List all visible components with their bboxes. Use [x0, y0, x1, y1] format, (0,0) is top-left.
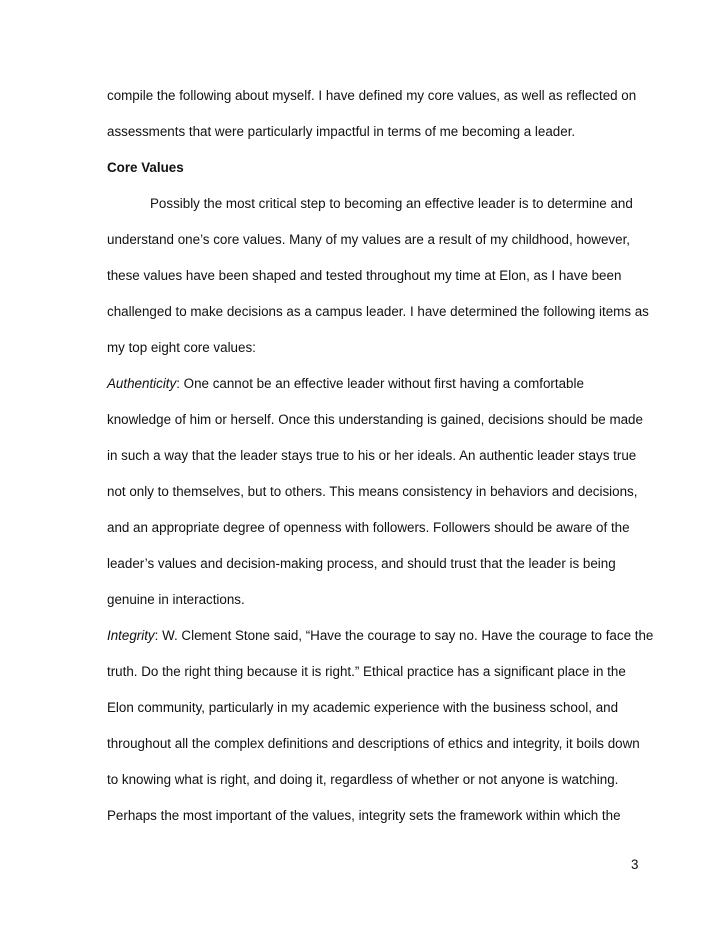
paragraph-line: genuine in interactions. — [107, 592, 245, 607]
term-integrity: Integrity — [107, 628, 155, 643]
paragraph-line: knowledge of him or herself. Once this understanding is gained, decisions should be made — [107, 412, 643, 427]
paragraph-line: truth. Do the right thing because it is right.” Ethical practice has a significant place in the — [107, 664, 626, 679]
paragraph-line: leader’s values and decision-making process, and should trust that the leader is being — [107, 556, 616, 571]
section-heading-core-values: Core Values — [107, 160, 184, 175]
paragraph-line: in such a way that the leader stays true to his or her ideals. An authentic leader stays true — [107, 448, 637, 463]
definition-text: : One cannot be an effective leader without first having a comfortable — [176, 376, 584, 391]
paragraph-line: Elon community, particularly in my academic experience with the business school, and — [107, 700, 619, 715]
paragraph-line: and an appropriate degree of openness with followers. Followers should be aware of the — [107, 520, 630, 535]
paragraph-line: assessments that were particularly impactful in terms of me becoming a leader. — [107, 124, 576, 139]
paragraph-line: Possibly the most critical step to becoming an effective leader is to determine and — [150, 196, 633, 211]
paragraph-line: challenged to make decisions as a campus leader. I have determined the following items as — [107, 304, 649, 319]
paragraph-line-integrity — [107, 627, 654, 645]
paragraph-line: throughout all the complex definitions and descriptions of ethics and integrity, it boils down — [107, 736, 640, 751]
definition-text: : W. Clement Stone said, “Have the courage to say no. Have the courage to face the — [154, 628, 654, 643]
paragraph-line: understand one’s core values. Many of my values are a result of my childhood, however, — [107, 232, 631, 247]
paragraph-line: my top eight core values: — [107, 340, 256, 355]
page-number: 3 — [631, 857, 639, 872]
paragraph-line-authenticity — [107, 375, 647, 393]
paragraph-line: these values have been shaped and tested throughout my time at Elon, as I have been — [107, 268, 622, 283]
paragraph-line: not only to themselves, but to others. This means consistency in behaviors and decisions, — [107, 484, 638, 499]
term-authenticity: Authenticity — [107, 376, 177, 391]
paragraph-line: Perhaps the most important of the values, integrity sets the framework within which the — [107, 808, 621, 823]
paragraph-line: compile the following about myself. I have defined my core values, as well as reflected on — [107, 88, 637, 103]
paragraph-line: to knowing what is right, and doing it, regardless of whether or not anyone is watching. — [107, 772, 619, 787]
